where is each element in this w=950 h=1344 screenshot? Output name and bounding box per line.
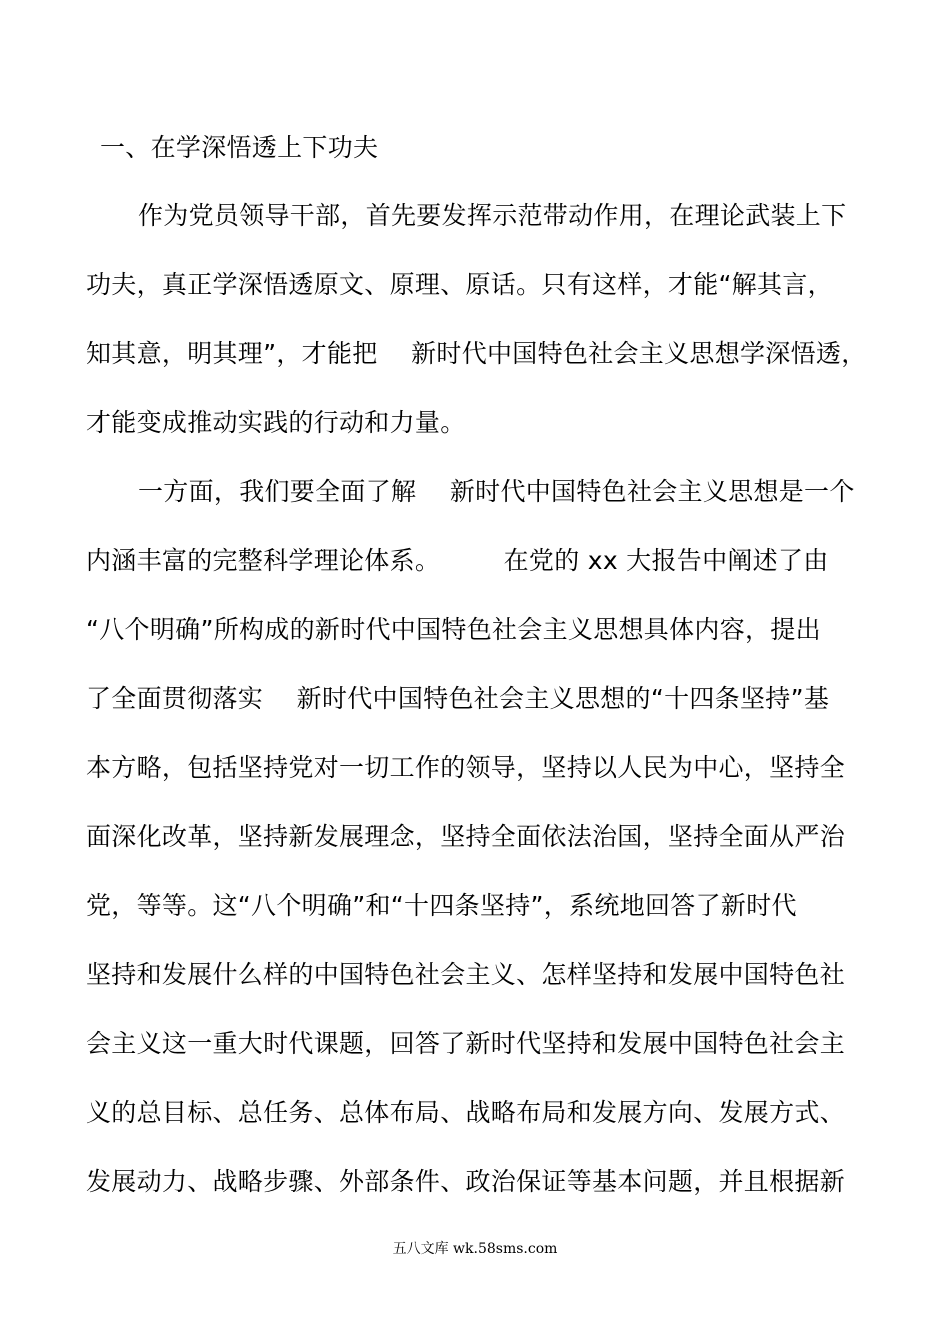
paragraph-line: 面深化改革，坚持新发展理念，坚持全面依法治国，坚持全面从严治 (86, 822, 846, 851)
paragraph-line: 本方略，包括坚持党对一切工作的领导，坚持以人民为中心，坚持全 (86, 753, 846, 782)
paragraph-line: “八个明确”所构成的新时代中国特色社会主义思想具体内容，提出 (86, 615, 821, 644)
paragraph-line: 知其意，明其理”，才能把 新时代中国特色社会主义思想学深悟透， (86, 339, 867, 368)
section-heading: 一、在学深悟透上下功夫 (100, 133, 379, 162)
paragraph-line: 才能变成推动实践的行动和力量。 (86, 408, 466, 437)
paragraph-line: 会主义这一重大时代课题，回答了新时代坚持和发展中国特色社会主 (86, 1029, 846, 1058)
paragraph-line: 坚持和发展什么样的中国特色社会主义、怎样坚持和发展中国特色社 (86, 960, 846, 989)
paragraph-line: 功夫，真正学深悟透原文、原理、原话。只有这样，才能“解其言， (86, 270, 833, 299)
paragraph-line: 一方面，我们要全面了解 新时代中国特色社会主义思想是一个 (138, 477, 855, 506)
paragraph-line: 内涵丰富的完整科学理论体系。 在党的 xx 大报告中阐述了由 (86, 546, 829, 575)
page-footer: 五八文库 wk.58sms.com (392, 1241, 558, 1257)
paragraph-line: 作为党员领导干部，首先要发挥示范带动作用，在理论武装上下 (138, 201, 847, 230)
paragraph-line: 了全面贯彻落实 新时代中国特色社会主义思想的“十四条坚持”基 (86, 684, 830, 713)
paragraph-line: 发展动力、战略步骤、外部条件、政治保证等基本问题，并且根据新 (86, 1167, 846, 1196)
paragraph-line: 义的总目标、总任务、总体布局、战略布局和发展方向、发展方式、 (86, 1098, 846, 1127)
paragraph-line: 党，等等。这“八个明确”和“十四条坚持”，系统地回答了新时代 (86, 891, 797, 920)
